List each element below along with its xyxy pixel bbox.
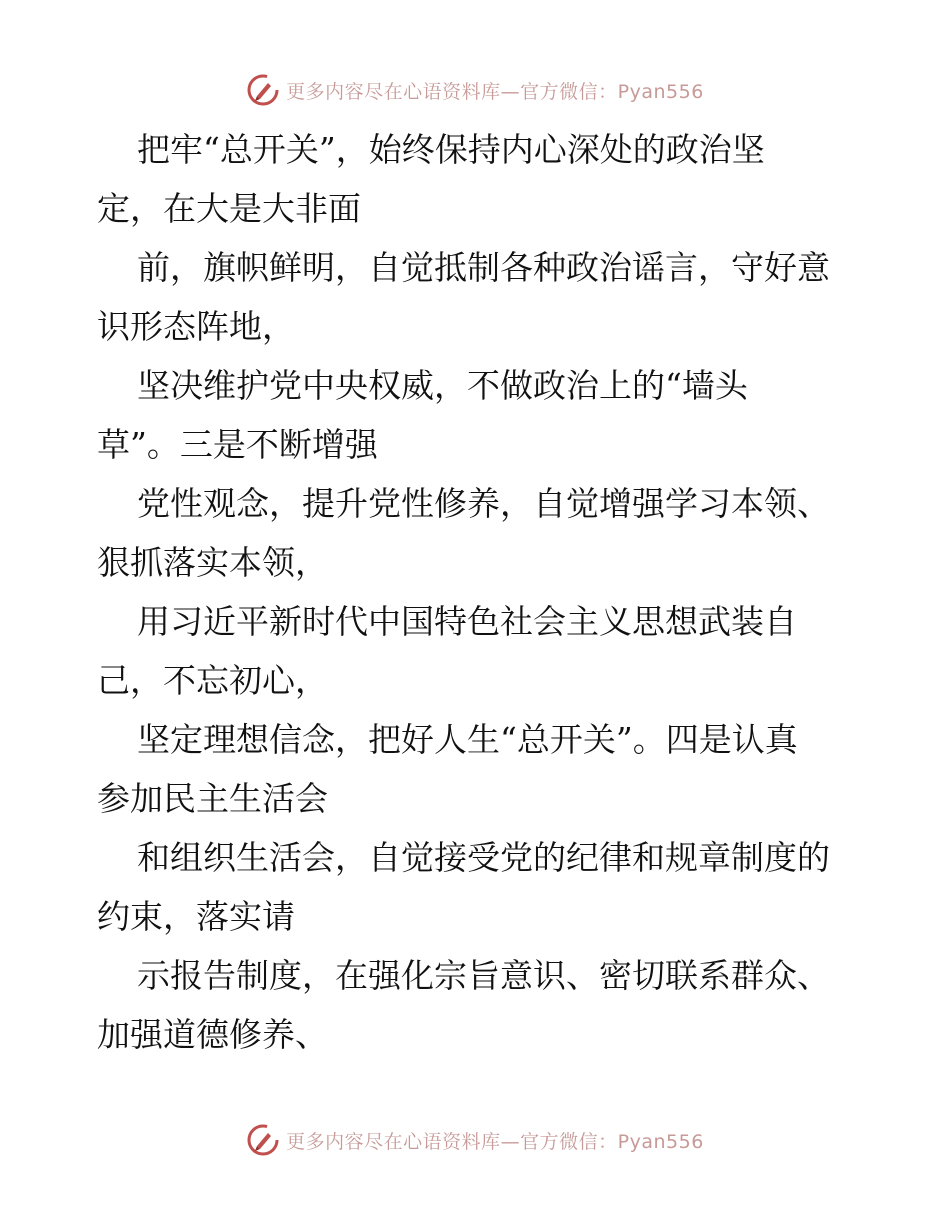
text-line: 约束，落实请 bbox=[97, 897, 295, 936]
text-line: 党性观念，提升党性修养，自觉增强学习本领、 bbox=[137, 484, 830, 523]
text-line: 参加民主生活会 bbox=[97, 779, 328, 818]
document-body bbox=[97, 120, 857, 1064]
text-line: 和组织生活会，自觉接受党的纪律和规章制度的 bbox=[137, 838, 830, 877]
footer-banner bbox=[0, 1120, 950, 1160]
text-line: 用习近平新时代中国特色社会主义思想武装自 bbox=[137, 602, 797, 641]
text-line: 前，旗帜鲜明，自觉抵制各种政治谣言，守好意 bbox=[137, 248, 830, 287]
pen-logo-icon bbox=[246, 1123, 280, 1157]
text-line: 加强道德修养、 bbox=[97, 1015, 328, 1054]
text-line: 示报告制度，在强化宗旨意识、密切联系群众、 bbox=[137, 956, 830, 995]
text-line: 己，不忘初心， bbox=[97, 661, 328, 700]
text-line: 草”。三是不断增强 bbox=[97, 425, 378, 464]
text-line: 定，在大是大非面 bbox=[97, 189, 361, 228]
text-line: 把牢“总开关”，始终保持内心深处的政治坚 bbox=[137, 130, 765, 169]
text-line: 坚定理想信念，把好人生“总开关”。四是认真 bbox=[137, 720, 798, 759]
text-line: 狠抓落实本领， bbox=[97, 543, 328, 582]
header-banner-text: 更多内容尽在心语资料库—官方微信：Pyan556 bbox=[286, 80, 704, 103]
header-banner bbox=[0, 70, 950, 110]
text-line: 识形态阵地， bbox=[97, 307, 295, 346]
text-line: 坚决维护党中央权威，不做政治上的“墙头 bbox=[137, 366, 748, 405]
pen-logo-icon bbox=[246, 73, 280, 107]
footer-banner-text: 更多内容尽在心语资料库—官方微信：Pyan556 bbox=[286, 1130, 704, 1153]
